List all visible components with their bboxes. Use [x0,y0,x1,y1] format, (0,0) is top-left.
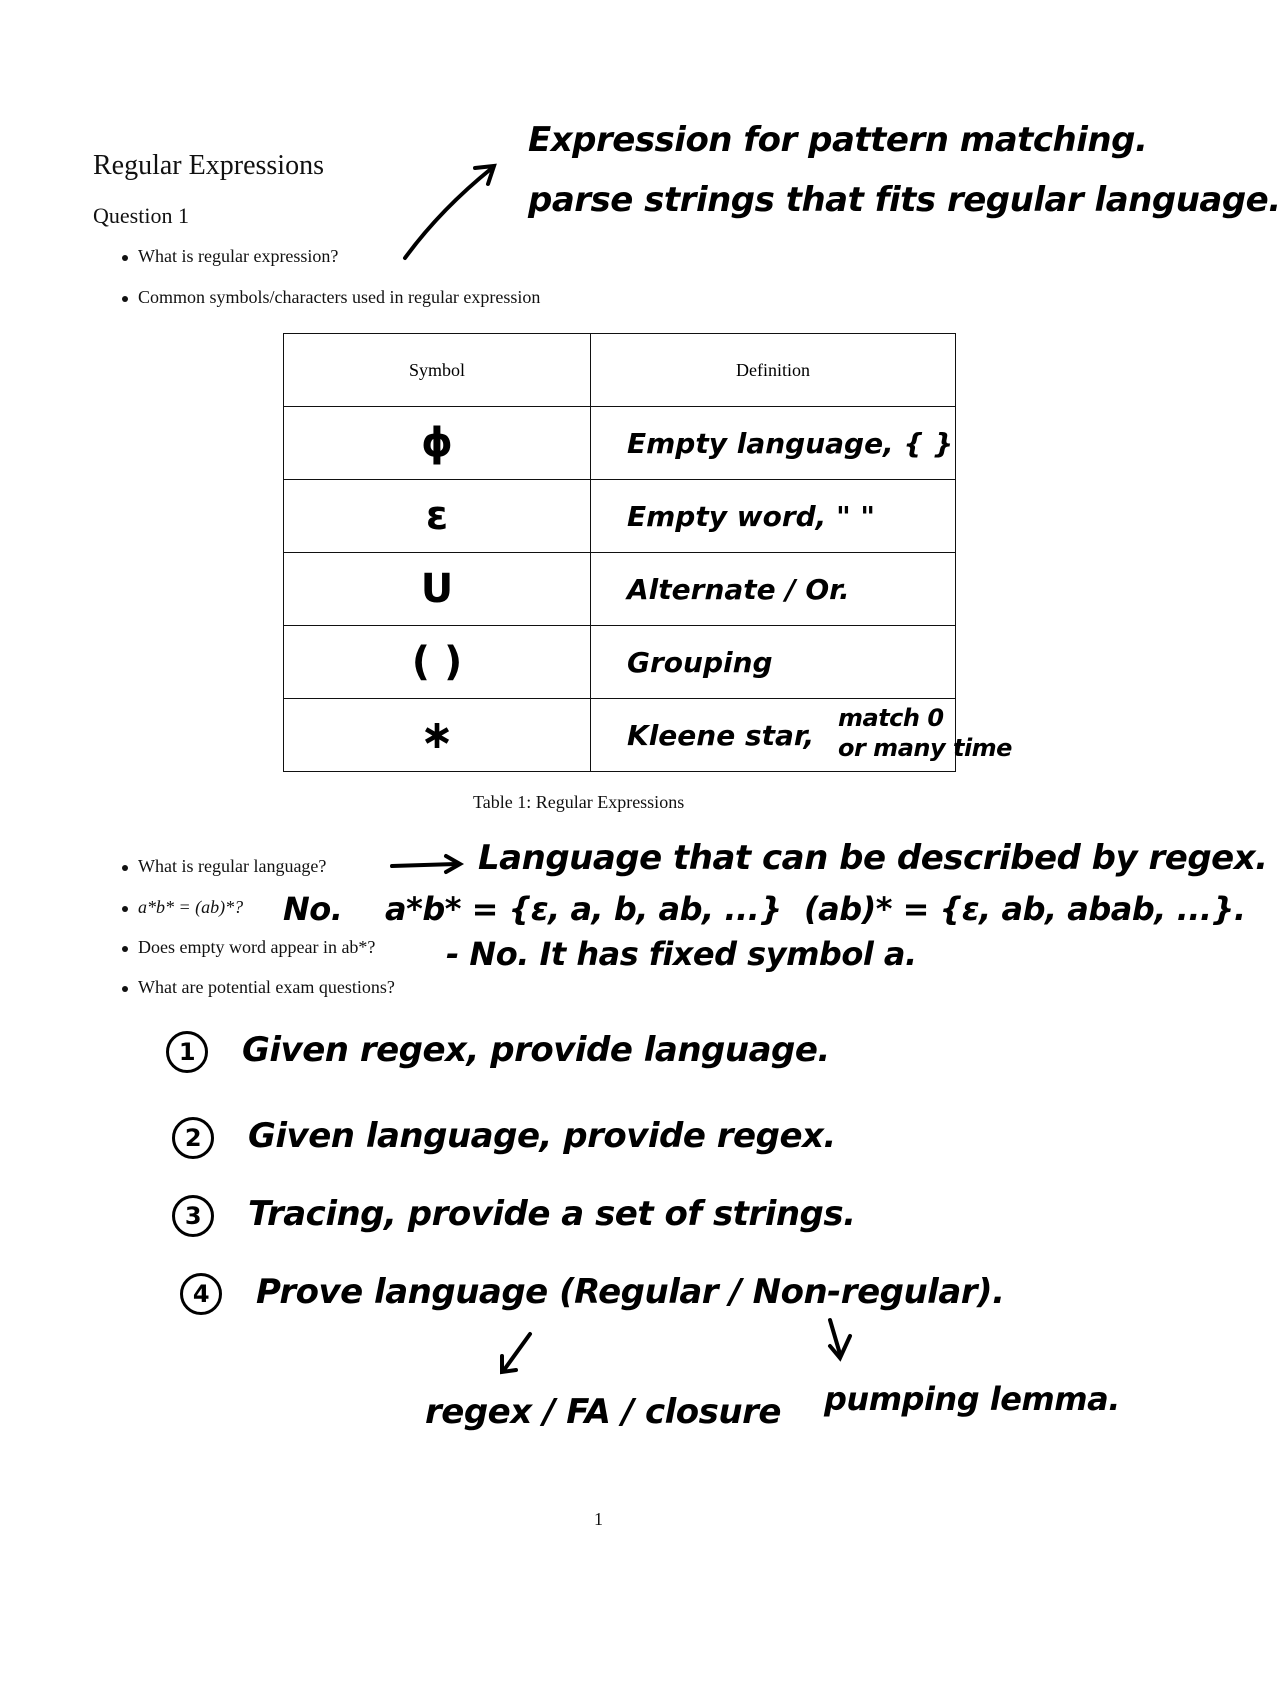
bullet-dot [122,946,128,952]
bullet-regular-language [122,856,326,877]
definition-cell: Alternate / Or. [591,553,956,626]
symbol-cell: ∗ [284,699,591,772]
bullet-empty-word [122,937,375,958]
page-number: 1 [594,1509,603,1529]
symbol-cell: ϕ [284,407,591,480]
table-row [284,553,956,626]
exam-item [172,1194,856,1237]
header-symbol: Symbol [284,334,591,407]
arrow-language-definition [392,864,456,866]
bullet-text: What is regular expression? [138,246,339,266]
handwritten-regular-branch: regex / FA / closure [425,1392,781,1432]
table-header-row [284,334,956,407]
definition-cell: Kleene star, [591,699,956,772]
bullet-text: What is regular language? [138,856,327,876]
bullet-text: Does empty word appear in ab*? [138,937,376,957]
exam-item [180,1272,1005,1315]
exam-item [172,1116,836,1159]
handwritten-empty-word-answer: - No. It has fixed symbol a. [446,935,917,973]
bullet-common-symbols [122,287,540,308]
table-row [284,480,956,553]
exam-item-number: 1 [166,1031,208,1073]
bullet-what-is-regex [122,246,338,267]
handwritten-regex-definition-line1: Expression for pattern matching. [528,120,1148,160]
symbol-cell: U [284,553,591,626]
symbol-cell: ε [284,480,591,553]
bullet-dot [122,296,128,302]
exam-item-number: 2 [172,1117,214,1159]
arrow-regular-branch [504,1334,530,1370]
definition-cell: Empty language, { } [591,407,956,480]
bullet-equality-question [122,897,243,918]
symbol-cell: ( ) [284,626,591,699]
handwritten-equality-set2: (ab)* = {ε, ab, abab, ...}. [804,890,1246,928]
table-row [284,626,956,699]
bullet-text: What are potential exam questions? [138,977,395,997]
table-row [284,407,956,480]
header-definition: Definition [591,334,956,407]
definition-cell: Grouping [591,626,956,699]
handwritten-kleene-note-line1: match 0 [838,704,944,732]
bullet-exam-questions [122,977,395,998]
bullet-dot [122,255,128,261]
definition-cell: Empty word, " " [591,480,956,553]
handwritten-regex-definition-line2: parse strings that fits regular language. [528,180,1281,220]
exam-item-text: Tracing, provide a set of strings. [248,1194,856,1234]
bullet-text: Common symbols/characters used in regular expression [138,287,541,307]
bullet-dot [122,986,128,992]
exam-item [166,1030,830,1073]
bullet-dot [122,865,128,871]
exam-item-number: 4 [180,1273,222,1315]
handwritten-language-definition: Language that can be described by regex. [478,838,1268,878]
question-title: Question 1 [93,203,189,228]
handwritten-equality-answer: No. [283,890,343,928]
arrow-regex-definition [405,168,492,258]
bullet-dot [122,906,128,912]
handwritten-nonregular-branch: pumping lemma. [824,1380,1120,1418]
handwritten-equality-set1: a*b* = {ε, a, b, ab, ...} [385,890,782,928]
handwritten-kleene-note-line2: or many time [838,734,1012,762]
bullet-text: a*b* = (ab)*? [138,897,244,917]
exam-item-text: Given regex, provide language. [242,1030,830,1070]
table-caption: Table 1: Regular Expressions [473,792,685,812]
exam-item-number: 3 [172,1195,214,1237]
exam-item-text: Given language, provide regex. [248,1116,836,1156]
exam-item-text: Prove language (Regular / Non-regular). [256,1272,1005,1312]
section-title: Regular Expressions [93,150,324,181]
